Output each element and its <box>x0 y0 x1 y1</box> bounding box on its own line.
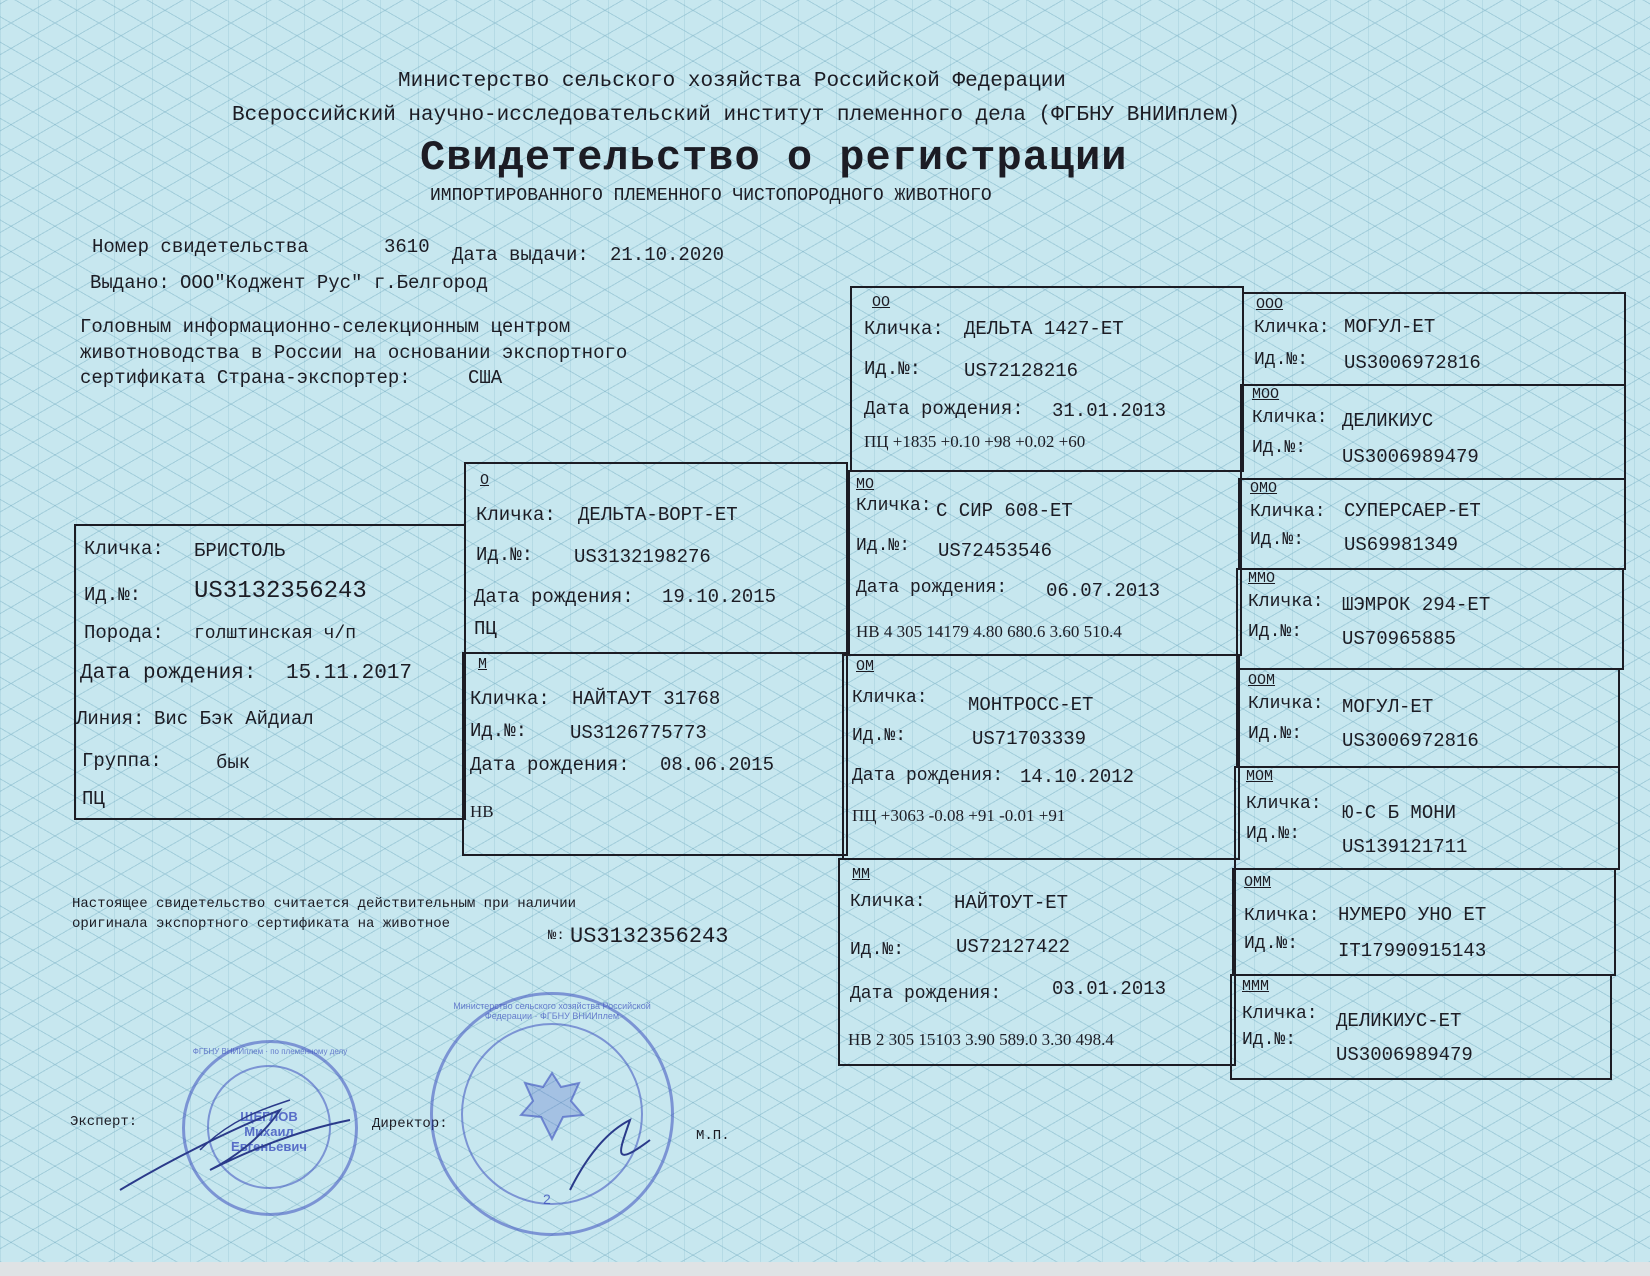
animal-id-label: Ид.№: <box>84 584 142 606</box>
ministry-line: Министерство сельского хозяйства Российской Федерации <box>398 70 1066 93</box>
ggp-id: US3006989479 <box>1336 1044 1473 1066</box>
sire-name: ДЕЛЬТА-ВОРТ-ЕТ <box>578 504 738 526</box>
expert-stamp-ring-text: ФГБНУ ВНИИплем · по племенному делу <box>192 1047 348 1056</box>
ggp-id-label: Ид.№: <box>1244 934 1299 954</box>
ggp-code: ООМ <box>1248 672 1276 689</box>
organization-seal-number: 2 <box>543 1191 551 1207</box>
expert-stamp-name: ЩЕГЛОВ Михаил Евгеньевич <box>231 1109 307 1154</box>
gp-om-box <box>842 654 1240 860</box>
ggp-id-label: Ид.№: <box>1252 438 1307 458</box>
ggp-box-4 <box>1236 668 1620 768</box>
gp-mm-nv: НВ 2 305 15103 3.90 589.0 3.30 498.4 <box>848 1030 1114 1049</box>
ggp-name-label: Кличка: <box>1250 502 1326 522</box>
ggp-id-label: Ид.№: <box>1248 622 1303 642</box>
basis-line-1: Головным информационно-селекционным центром <box>80 316 571 338</box>
ggp-id: US3006989479 <box>1342 446 1479 468</box>
validity-line-1: Настоящее свидетельство считается действительным при наличии <box>72 896 577 912</box>
ggp-id-label: Ид.№: <box>1246 824 1301 844</box>
director-label: Директор: <box>372 1116 448 1132</box>
ggp-box-6 <box>1232 868 1616 976</box>
dam-name-label: Кличка: <box>470 688 550 710</box>
dam-dob-label: Дата рождения: <box>470 754 630 776</box>
organization-seal-ring-text: Министерство сельского хозяйства Российской Федерации · ФГБНУ ВНИИплем <box>453 1001 651 1021</box>
ggp-name: ШЭМРОК 294-ЕТ <box>1342 594 1491 616</box>
issued-label: Выдано: <box>90 272 170 294</box>
gp-oo-code: ОО <box>872 294 891 311</box>
dam-dob: 08.06.2015 <box>660 754 775 776</box>
dam-name: НАЙТАУТ 31768 <box>572 688 721 710</box>
sire-name-label: Кличка: <box>476 504 556 526</box>
mp-label: М.П. <box>696 1128 730 1144</box>
ggp-name-label: Кличка: <box>1244 906 1320 926</box>
basis-line-2: животноводства в России на основании экспортного <box>80 342 628 364</box>
cert-number-label: Номер свидетельства <box>92 236 309 258</box>
document-subtitle: ИМПОРТИРОВАННОГО ПЛЕМЕННОГО ЧИСТОПОРОДНОГО ЖИВОТНОГО <box>430 186 992 206</box>
document-title: Свидетельство о регистрации <box>420 134 1128 182</box>
gp-oo-box <box>850 286 1244 472</box>
sire-dob: 19.10.2015 <box>662 586 777 608</box>
ggp-box-0 <box>1242 292 1626 386</box>
cert-date-label: Дата выдачи: <box>452 244 589 266</box>
gp-mo-name-label: Кличка: <box>856 496 932 516</box>
gp-mm-code: ММ <box>852 866 871 883</box>
animal-name: БРИСТОЛЬ <box>194 540 286 562</box>
gp-mm-name-label: Кличка: <box>850 892 926 912</box>
ggp-code: ММО <box>1248 570 1276 587</box>
ggp-name: ДЕЛИКИУС-ЕТ <box>1336 1010 1462 1032</box>
gp-mo-code: МО <box>856 476 875 493</box>
institute-line: Всероссийский научно-исследовательский институт племенного дела (ФГБНУ ВНИИплем) <box>232 104 1241 127</box>
cert-date: 21.10.2020 <box>610 244 725 266</box>
ggp-code: МОО <box>1252 386 1280 403</box>
export-country: США <box>468 367 503 389</box>
ggp-name: НУМЕРО УНО ЕТ <box>1338 904 1487 926</box>
ggp-box-7 <box>1230 974 1612 1080</box>
animal-line-label: Линия: <box>76 708 145 730</box>
ggp-name-label: Кличка: <box>1248 694 1324 714</box>
gp-mm-box <box>838 858 1236 1066</box>
ggp-id: US3006972816 <box>1342 730 1479 752</box>
gp-om-code: ОМ <box>856 658 875 675</box>
ggp-name: СУПЕРСАЕР-ЕТ <box>1344 500 1481 522</box>
ggp-name: ДЕЛИКИУС <box>1342 410 1434 432</box>
dam-code: М <box>478 656 488 673</box>
animal-dob-label: Дата рождения: <box>80 662 257 685</box>
animal-group-label: Группа: <box>82 750 162 772</box>
ggp-id: US70965885 <box>1342 628 1457 650</box>
basis-line-3: сертификата Страна-экспортер: <box>80 367 411 389</box>
dam-nv: НВ <box>470 802 494 821</box>
animal-id: US3132356243 <box>194 578 367 605</box>
animal-line: Вис Бэк Айдиал <box>154 708 314 730</box>
gp-mo-box <box>848 470 1242 656</box>
gp-oo-name: ДЕЛЬТА 1427-ЕТ <box>964 318 1124 340</box>
sire-box <box>464 462 848 654</box>
ggp-code: ООО <box>1256 296 1284 313</box>
ggp-id: US69981349 <box>1344 534 1459 556</box>
ggp-code: МММ <box>1242 978 1270 995</box>
gp-oo-dob-label: Дата рождения: <box>864 398 1024 420</box>
ggp-name-label: Кличка: <box>1248 592 1324 612</box>
ggp-id-label: Ид.№: <box>1242 1030 1297 1050</box>
gp-mm-id: US72127422 <box>956 936 1071 958</box>
export-cert-no: US3132356243 <box>570 924 729 949</box>
ggp-name-label: Кличка: <box>1242 1004 1318 1024</box>
sire-id: US3132198276 <box>574 546 711 568</box>
gp-oo-name-label: Кличка: <box>864 318 944 340</box>
ggp-code: МОМ <box>1246 768 1274 785</box>
validity-line-2: оригинала экспортного сертификата на животное <box>72 916 451 932</box>
animal-pc-label: ПЦ <box>82 788 105 810</box>
gp-mo-name: С СИР 608-ЕТ <box>936 500 1073 522</box>
sire-dob-label: Дата рождения: <box>474 586 634 608</box>
dam-id-label: Ид.№: <box>470 720 528 742</box>
gp-om-id-label: Ид.№: <box>852 726 907 746</box>
gp-mo-dob: 06.07.2013 <box>1046 580 1161 602</box>
gp-mo-nv: НВ 4 305 14179 4.80 680.6 3.60 510.4 <box>856 622 1122 641</box>
ggp-box-2 <box>1238 478 1626 570</box>
ggp-id-label: Ид.№: <box>1250 530 1305 550</box>
gp-mm-dob: 03.01.2013 <box>1052 978 1167 1000</box>
gp-oo-dob: 31.01.2013 <box>1052 400 1167 422</box>
gp-om-id: US71703339 <box>972 728 1087 750</box>
ggp-id: US3006972816 <box>1344 352 1481 374</box>
ggp-code: ОМО <box>1250 480 1278 497</box>
cert-number: 3610 <box>384 236 430 258</box>
expert-signature <box>110 1090 370 1200</box>
scan-edge <box>0 1262 1650 1276</box>
ggp-box-5 <box>1234 766 1620 870</box>
ggp-name-label: Кличка: <box>1254 318 1330 338</box>
sire-id-label: Ид.№: <box>476 544 534 566</box>
ggp-name-label: Кличка: <box>1252 408 1328 428</box>
ggp-name: МОГУЛ-ЕТ <box>1344 316 1436 338</box>
ggp-id: IT17990915143 <box>1338 940 1487 962</box>
gp-om-pc: ПЦ +3063 -0.08 +91 -0.01 +91 <box>852 806 1066 825</box>
gp-om-name-label: Кличка: <box>852 688 928 708</box>
gp-mo-id-label: Ид.№: <box>856 536 911 556</box>
animal-breed-label: Порода: <box>84 622 164 644</box>
ggp-name: Ю-С Б МОНИ <box>1342 802 1457 824</box>
gp-om-dob-label: Дата рождения: <box>852 766 1004 786</box>
animal-box <box>74 524 466 820</box>
ggp-name: МОГУЛ-ЕТ <box>1342 696 1434 718</box>
ggp-box-3 <box>1236 568 1624 670</box>
ggp-code: ОММ <box>1244 874 1272 891</box>
export-cert-no-label: №: <box>548 928 565 944</box>
gp-mm-id-label: Ид.№: <box>850 940 905 960</box>
gp-om-name: МОНТРОСС-ЕТ <box>968 694 1094 716</box>
gp-oo-id: US72128216 <box>964 360 1079 382</box>
ggp-box-1 <box>1240 384 1626 480</box>
gp-oo-id-label: Ид.№: <box>864 358 922 380</box>
animal-group: бык <box>216 752 251 774</box>
director-signature <box>560 1110 670 1200</box>
dam-box <box>462 652 848 856</box>
animal-dob: 15.11.2017 <box>286 662 413 685</box>
issued-to: ООО"Коджент Рус" г.Белгород <box>180 272 488 294</box>
animal-name-label: Кличка: <box>84 538 164 560</box>
gp-oo-pc: ПЦ +1835 +0.10 +98 +0.02 +60 <box>864 432 1086 451</box>
gp-mm-dob-label: Дата рождения: <box>850 984 1002 1004</box>
ggp-id: US139121711 <box>1342 836 1468 858</box>
ggp-id-label: Ид.№: <box>1248 724 1303 744</box>
gp-mo-id: US72453546 <box>938 540 1053 562</box>
sire-code: О <box>480 472 490 489</box>
dam-id: US3126775773 <box>570 722 707 744</box>
gp-mm-name: НАЙТОУТ-ЕТ <box>954 892 1069 914</box>
ggp-id-label: Ид.№: <box>1254 350 1309 370</box>
ggp-name-label: Кличка: <box>1246 794 1322 814</box>
gp-om-dob: 14.10.2012 <box>1020 766 1135 788</box>
sire-pc-label: ПЦ <box>474 618 497 640</box>
gp-mo-dob-label: Дата рождения: <box>856 578 1008 598</box>
animal-breed: голштинская ч/п <box>194 624 357 644</box>
expert-label: Эксперт: <box>70 1114 138 1130</box>
